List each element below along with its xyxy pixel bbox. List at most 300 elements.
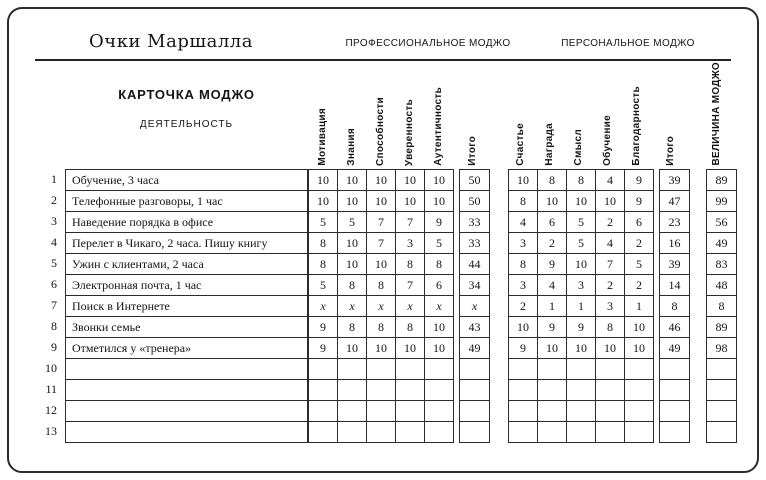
score-cell xyxy=(367,233,396,254)
total-cell-value: 47 xyxy=(668,193,681,208)
score-cell-value: x xyxy=(378,298,384,313)
personal-total-column xyxy=(659,169,690,443)
score-cell xyxy=(596,338,625,359)
score-cell xyxy=(625,338,654,359)
score-cell xyxy=(567,380,596,401)
score-cell xyxy=(509,422,538,443)
row-number-value: 8 xyxy=(51,319,57,333)
score-cell-value: 5 xyxy=(436,235,442,250)
score-cell-value: 6 xyxy=(549,214,555,229)
total-cell-value: 50 xyxy=(468,193,481,208)
score-cell xyxy=(596,422,625,443)
score-cell-value: 9 xyxy=(578,319,584,334)
score-cell-value: x xyxy=(320,298,326,313)
scorecard-table xyxy=(9,169,757,443)
activity-cell xyxy=(66,296,308,317)
score-cell-value: 5 xyxy=(578,235,584,250)
score-cell xyxy=(338,275,367,296)
score-cell-value: 9 xyxy=(636,193,642,208)
score-cell xyxy=(625,317,654,338)
score-cell-value: 10 xyxy=(633,340,645,355)
score-cell xyxy=(596,401,625,422)
score-cell xyxy=(309,275,338,296)
score-cell xyxy=(367,359,396,380)
total-cell xyxy=(460,296,490,317)
column-header-meaning: Смысл xyxy=(572,129,584,166)
activity-cell-value: Телефонные разговоры, 1 час xyxy=(72,193,223,208)
activity-cell-value: Наведение порядка в офисе xyxy=(72,214,214,229)
score-cell-value: 10 xyxy=(575,256,587,271)
row-number-value: 13 xyxy=(45,424,57,438)
score-cell xyxy=(367,380,396,401)
total-cell-value: 16 xyxy=(668,235,681,250)
score-cell xyxy=(338,338,367,359)
score-cell xyxy=(538,380,567,401)
score-cell-value: 10 xyxy=(375,172,387,187)
activity-cell-value: Поиск в Интернете xyxy=(72,298,170,313)
row-number-value: 4 xyxy=(51,235,57,249)
column-header-pers-total: Итого xyxy=(665,136,676,166)
score-cell xyxy=(596,212,625,233)
mojo-cell-value: 83 xyxy=(715,256,728,271)
row-number-value: 1 xyxy=(51,172,57,186)
score-cell xyxy=(567,191,596,212)
score-cell xyxy=(309,317,338,338)
activity-cell xyxy=(66,170,308,191)
activity-cell-value: Ужин с клиентами, 2 часа xyxy=(72,256,204,271)
score-cell xyxy=(425,212,454,233)
score-cell-value: 1 xyxy=(636,298,642,313)
score-cell xyxy=(596,233,625,254)
score-cell xyxy=(625,254,654,275)
score-cell-value: 7 xyxy=(407,214,413,229)
mojo-cell-value: 99 xyxy=(715,193,728,208)
total-cell-value: 34 xyxy=(468,277,481,292)
total-cell xyxy=(660,233,690,254)
score-cell xyxy=(567,212,596,233)
activity-cell xyxy=(66,359,308,380)
score-cell xyxy=(309,401,338,422)
score-cell xyxy=(425,380,454,401)
score-cell-value: 9 xyxy=(320,319,326,334)
total-cell xyxy=(660,401,690,422)
score-cell-value: 10 xyxy=(575,340,587,355)
score-cell xyxy=(425,338,454,359)
score-cell xyxy=(625,233,654,254)
score-cell xyxy=(309,338,338,359)
score-cell xyxy=(338,296,367,317)
total-cell-value: 44 xyxy=(468,256,481,271)
score-cell-value: 8 xyxy=(378,277,384,292)
row-number xyxy=(35,232,65,253)
row-number xyxy=(35,400,65,421)
score-cell-value: 4 xyxy=(607,172,613,187)
professional-mojo-heading: ПРОФЕССИОНАЛЬНОЕ МОДЖО xyxy=(345,38,511,49)
activity-cell-value: Звонки семье xyxy=(72,319,141,334)
total-cell xyxy=(660,191,690,212)
activity-cell xyxy=(66,401,308,422)
score-cell xyxy=(425,275,454,296)
score-cell-value: 9 xyxy=(549,319,555,334)
mojo-cell-value: 89 xyxy=(715,172,728,187)
score-cell xyxy=(509,380,538,401)
score-cell-value: 10 xyxy=(433,340,445,355)
mojo-cell xyxy=(707,275,737,296)
score-cell xyxy=(338,254,367,275)
score-cell xyxy=(309,212,338,233)
score-cell xyxy=(425,296,454,317)
score-cell xyxy=(367,422,396,443)
score-cell xyxy=(538,422,567,443)
row-number-value: 6 xyxy=(51,277,57,291)
total-cell-value: 46 xyxy=(668,319,681,334)
score-cell-value: 9 xyxy=(320,340,326,355)
score-cell-value: 10 xyxy=(517,319,529,334)
score-cell xyxy=(509,359,538,380)
score-cell xyxy=(425,317,454,338)
score-cell xyxy=(509,317,538,338)
score-cell xyxy=(509,296,538,317)
score-cell-value: x xyxy=(436,298,442,313)
score-cell-value: 4 xyxy=(549,277,555,292)
mojo-cell xyxy=(707,422,737,443)
score-cell-value: 9 xyxy=(549,256,555,271)
header-divider xyxy=(35,59,731,61)
card-title-block xyxy=(65,63,308,130)
score-cell-value: 8 xyxy=(520,256,526,271)
score-cell-value: 7 xyxy=(407,277,413,292)
score-cell-value: 8 xyxy=(407,319,413,334)
score-cell-value: 3 xyxy=(407,235,413,250)
score-cell xyxy=(509,254,538,275)
total-cell-value: 39 xyxy=(668,172,681,187)
row-number-value: 7 xyxy=(51,298,57,312)
score-cell xyxy=(396,233,425,254)
score-cell xyxy=(396,191,425,212)
activity-cell-value: Перелет в Чикаго, 2 часа. Пишу книгу xyxy=(72,235,268,250)
total-cell-value: 33 xyxy=(468,214,481,229)
score-cell-value: 10 xyxy=(346,340,358,355)
score-cell-value: 10 xyxy=(317,193,329,208)
score-cell xyxy=(425,191,454,212)
row-number xyxy=(35,358,65,379)
score-cell-value: 1 xyxy=(549,298,555,313)
row-number-value: 9 xyxy=(51,340,57,354)
score-cell-value: 3 xyxy=(520,277,526,292)
score-cell xyxy=(567,296,596,317)
score-cell-value: 8 xyxy=(607,319,613,334)
score-cell-value: 2 xyxy=(607,214,613,229)
row-number xyxy=(35,295,65,316)
professional-scores-block xyxy=(308,169,454,443)
column-header-learning: Обучение xyxy=(601,115,613,166)
score-cell xyxy=(396,401,425,422)
row-number xyxy=(35,337,65,358)
total-cell-value: 23 xyxy=(668,214,681,229)
score-cell-value: 4 xyxy=(607,235,613,250)
score-cell xyxy=(338,401,367,422)
row-number xyxy=(35,169,65,190)
score-cell xyxy=(596,380,625,401)
row-number xyxy=(35,190,65,211)
score-cell xyxy=(509,212,538,233)
score-cell xyxy=(538,317,567,338)
total-cell xyxy=(660,338,690,359)
mojo-cell xyxy=(707,296,737,317)
score-cell-value: 10 xyxy=(633,319,645,334)
score-cell-value: 9 xyxy=(436,214,442,229)
score-cell xyxy=(538,191,567,212)
score-cell xyxy=(538,338,567,359)
total-cell xyxy=(460,275,490,296)
score-cell xyxy=(625,212,654,233)
row-number-value: 10 xyxy=(45,361,57,375)
mojo-cell xyxy=(707,380,737,401)
score-cell xyxy=(338,380,367,401)
score-cell xyxy=(309,254,338,275)
score-cell-value: 8 xyxy=(549,172,555,187)
score-cell xyxy=(338,233,367,254)
score-cell-value: 8 xyxy=(578,172,584,187)
activity-cell xyxy=(66,380,308,401)
row-number xyxy=(35,274,65,295)
score-cell xyxy=(338,422,367,443)
score-cell xyxy=(396,212,425,233)
mojo-cell xyxy=(707,254,737,275)
score-cell-value: 10 xyxy=(346,235,358,250)
score-cell-value: 8 xyxy=(436,256,442,271)
score-cell xyxy=(309,233,338,254)
score-cell-value: 10 xyxy=(346,256,358,271)
activity-cell xyxy=(66,191,308,212)
row-number xyxy=(35,253,65,274)
card-title: КАРТОЧКА МОДЖО xyxy=(118,87,255,102)
total-cell-value: 50 xyxy=(468,172,481,187)
activity-cell xyxy=(66,338,308,359)
column-header-motivation: Мотивация xyxy=(316,108,328,166)
score-cell-value: 7 xyxy=(378,214,384,229)
score-cell xyxy=(309,359,338,380)
total-cell xyxy=(660,359,690,380)
row-number-value: 3 xyxy=(51,214,57,228)
score-cell-value: 8 xyxy=(349,319,355,334)
total-cell xyxy=(460,359,490,380)
score-cell xyxy=(396,170,425,191)
column-header-happiness: Счастье xyxy=(514,123,526,166)
column-header-row xyxy=(9,63,757,169)
score-cell xyxy=(625,401,654,422)
score-cell xyxy=(367,296,396,317)
professional-total-column xyxy=(459,169,490,443)
total-cell xyxy=(460,191,490,212)
score-cell xyxy=(625,170,654,191)
score-cell xyxy=(567,317,596,338)
score-cell xyxy=(509,401,538,422)
score-cell-value: 10 xyxy=(433,319,445,334)
score-cell xyxy=(425,254,454,275)
activity-cell-value: Отметился у «тренера» xyxy=(72,340,192,355)
score-cell xyxy=(625,359,654,380)
score-cell-value: 10 xyxy=(575,193,587,208)
total-cell-value: 49 xyxy=(668,340,681,355)
total-cell xyxy=(460,212,490,233)
score-cell-value: 8 xyxy=(349,277,355,292)
score-cell xyxy=(509,191,538,212)
activity-cell-value: Электронная почта, 1 час xyxy=(72,277,202,292)
row-number-value: 5 xyxy=(51,256,57,270)
mojo-cell-value: 98 xyxy=(715,340,728,355)
score-cell-value: 10 xyxy=(346,193,358,208)
score-cell xyxy=(338,317,367,338)
activity-cell xyxy=(66,422,308,443)
total-cell xyxy=(660,254,690,275)
score-cell xyxy=(567,233,596,254)
score-cell xyxy=(396,275,425,296)
score-cell xyxy=(367,170,396,191)
row-number xyxy=(35,379,65,400)
mojo-cell xyxy=(707,233,737,254)
total-cell xyxy=(460,233,490,254)
total-cell xyxy=(460,317,490,338)
activity-cell xyxy=(66,317,308,338)
score-cell xyxy=(509,170,538,191)
mojo-cell-value: 89 xyxy=(715,319,728,334)
total-cell xyxy=(660,275,690,296)
score-cell-value: 10 xyxy=(404,193,416,208)
score-cell xyxy=(425,422,454,443)
score-cell xyxy=(538,296,567,317)
column-header-ability: Способности xyxy=(374,96,386,166)
score-cell xyxy=(567,275,596,296)
row-number-value: 2 xyxy=(51,193,57,207)
score-cell-value: 2 xyxy=(636,277,642,292)
score-cell xyxy=(367,191,396,212)
score-cell-value: 10 xyxy=(517,172,529,187)
score-cell xyxy=(309,422,338,443)
score-cell xyxy=(338,359,367,380)
score-cell xyxy=(367,275,396,296)
score-cell xyxy=(309,170,338,191)
score-cell xyxy=(567,401,596,422)
score-cell-value: 10 xyxy=(433,172,445,187)
score-cell-value: 5 xyxy=(349,214,355,229)
score-cell xyxy=(367,401,396,422)
total-cell-value: 49 xyxy=(468,340,481,355)
mojo-cell xyxy=(707,317,737,338)
score-cell-value: 6 xyxy=(436,277,442,292)
column-header-mojo-value: ВЕЛИЧИНА МОДЖО xyxy=(711,62,722,166)
score-cell-value: 5 xyxy=(320,214,326,229)
total-cell xyxy=(660,296,690,317)
score-cell xyxy=(567,338,596,359)
column-header-confidence: Уверенность xyxy=(403,98,415,166)
scorecard-card xyxy=(7,7,759,473)
score-cell xyxy=(538,275,567,296)
score-cell xyxy=(538,401,567,422)
score-cell xyxy=(596,317,625,338)
score-cell-value: 8 xyxy=(320,256,326,271)
row-number-value: 11 xyxy=(45,382,57,396)
total-cell-value: 39 xyxy=(668,256,681,271)
total-cell-value: 43 xyxy=(468,319,481,334)
score-cell-value: 3 xyxy=(578,277,584,292)
score-cell xyxy=(338,212,367,233)
score-cell xyxy=(396,254,425,275)
row-number xyxy=(35,211,65,232)
score-cell-value: 9 xyxy=(636,172,642,187)
score-cell-value: 10 xyxy=(375,256,387,271)
total-cell xyxy=(460,254,490,275)
score-cell xyxy=(509,275,538,296)
mojo-cell xyxy=(707,338,737,359)
score-cell xyxy=(396,422,425,443)
mojo-cell-value: 49 xyxy=(715,235,728,250)
score-cell-value: 10 xyxy=(404,172,416,187)
row-number-column xyxy=(35,169,65,442)
score-cell xyxy=(425,401,454,422)
mojo-cell xyxy=(707,212,737,233)
score-cell xyxy=(625,422,654,443)
column-header-authenticity: Аутентичность xyxy=(432,87,444,166)
total-cell xyxy=(460,380,490,401)
total-cell xyxy=(460,338,490,359)
column-header-gratitude: Благодарность xyxy=(630,86,642,166)
score-cell xyxy=(367,338,396,359)
mojo-cell-value: 48 xyxy=(715,277,728,292)
total-cell xyxy=(660,422,690,443)
score-cell xyxy=(396,380,425,401)
activity-cell xyxy=(66,212,308,233)
score-cell xyxy=(625,191,654,212)
score-cell-value: 10 xyxy=(433,193,445,208)
activity-column xyxy=(65,169,308,443)
score-cell xyxy=(596,359,625,380)
score-cell xyxy=(625,275,654,296)
total-cell xyxy=(460,401,490,422)
score-cell-value: 3 xyxy=(520,235,526,250)
score-cell-value: 2 xyxy=(607,277,613,292)
total-cell xyxy=(660,317,690,338)
score-cell xyxy=(425,233,454,254)
score-cell xyxy=(567,422,596,443)
score-cell xyxy=(596,191,625,212)
top-header xyxy=(9,9,757,52)
score-cell-value: 7 xyxy=(607,256,613,271)
score-cell-value: 7 xyxy=(378,235,384,250)
personal-scores-block xyxy=(508,169,654,443)
score-cell xyxy=(567,254,596,275)
total-cell xyxy=(460,422,490,443)
score-cell-value: 4 xyxy=(520,214,526,229)
mojo-value-column xyxy=(706,169,737,443)
score-cell xyxy=(596,275,625,296)
score-cell-value: 1 xyxy=(578,298,584,313)
score-cell xyxy=(625,380,654,401)
score-cell-value: 8 xyxy=(378,319,384,334)
score-cell-value: 10 xyxy=(604,193,616,208)
score-cell-value: 6 xyxy=(636,214,642,229)
score-cell-value: 3 xyxy=(607,298,613,313)
score-cell-value: 8 xyxy=(520,193,526,208)
mojo-cell xyxy=(707,359,737,380)
score-cell-value: 5 xyxy=(320,277,326,292)
score-cell-value: 8 xyxy=(407,256,413,271)
score-cell-value: 10 xyxy=(546,193,558,208)
score-cell xyxy=(538,233,567,254)
score-cell-value: 10 xyxy=(375,340,387,355)
score-cell-value: 2 xyxy=(636,235,642,250)
score-cell xyxy=(367,212,396,233)
